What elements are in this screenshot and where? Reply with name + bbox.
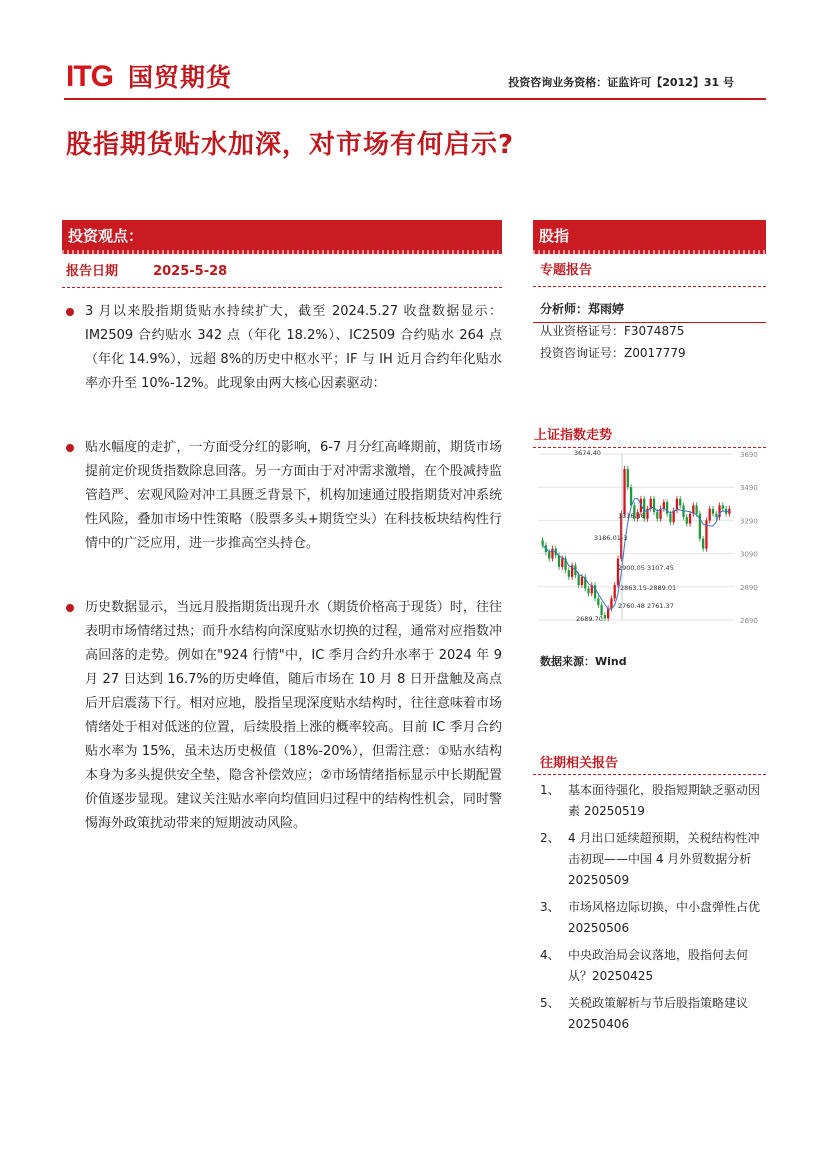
paragraph-text: 历史数据显示，当远月股指期货出现升水（期货价格高于现货）时，往往表明市场情绪过热；而升水结构向深度贴水切换的过程，通常对应指数冲高回落的走势。例如在"924 行情"中，IC 季月合约升水率于 2024 年 9 月 27 日达到 16.7%的历史峰值，随后市场在 10 月 8 日开盘触及高点后开启震荡下行。相对应地，股指呈现深度贴水结构时，往往意味着市场情绪处于相对低迷的位置，后续股指上涨的概率较高。目前 IC 季月合约贴水率为 15%，虽未达历史极值（18%-20%），但需注意：①贴水结构本身为多头提供安全垫，隐含补偿效应；②市场情绪指标显示中长期配置价值逐步显现。建议关注贴水率向均值回归过程中的结构性机会，同时警惕海外政策扰动带来的短期波动风险。 <box>85 600 502 831</box>
banner-category <box>533 220 766 254</box>
related-report-number: 2、 <box>540 831 560 845</box>
related-report-text: 基本面待强化，股指短期缺乏驱动因素 20250519 <box>568 783 761 818</box>
analyst-divider <box>533 322 766 323</box>
chart-candle <box>656 512 658 519</box>
related-report-number: 5、 <box>540 996 560 1010</box>
chart-y-tick-label: 2890 <box>740 583 758 592</box>
chart-candle <box>689 514 691 524</box>
chart-candle <box>578 575 580 585</box>
chart-candle <box>551 549 553 559</box>
related-report-number: 1、 <box>540 783 560 797</box>
report-date-row <box>66 263 227 281</box>
banner-pattern <box>62 250 502 254</box>
chart-candle <box>712 509 714 514</box>
bullet-icon <box>66 604 74 612</box>
related-report-item[interactable] <box>540 945 766 987</box>
header-divider <box>64 98 766 100</box>
chart-candle <box>702 539 704 549</box>
paragraph-text: 贴水幅度的走扩，一方面受分红的影响，6-7 月分红高峰期前，期货市场提前定价现货指数除息回落。另一方面由于对冲需求激增，在个股减持监管趋严、宏观风险对冲工具匮乏背景下，机构加速通过股指期货对冲系统性风险，叠加市场中性策略（股票多头+期货空头）在科技板块结构性行情中的广泛应用，进一步推高空头持仓。 <box>85 440 502 551</box>
chart-annotation: 3186.01-3 <box>594 534 628 542</box>
chart-candle <box>607 608 609 618</box>
chart-annotation: 2689.70 <box>576 615 603 623</box>
chart-y-tick-label: 3290 <box>740 517 758 526</box>
chart-candle <box>695 505 697 513</box>
chart-candle <box>722 505 724 508</box>
chart-candle <box>610 598 612 608</box>
related-report-number: 4、 <box>540 948 560 962</box>
chart-candle <box>623 469 625 514</box>
related-report-text: 市场风格边际切换，中小盘弹性占优 20250506 <box>568 900 761 935</box>
chart-annotation: 2900.05 3107.45 <box>618 564 674 572</box>
qualification-text: 投资咨询业务资格：证监许可【2012】31 号 <box>508 76 734 89</box>
related-report-text: 关税政策解析与节后股指策略建议 20250406 <box>568 996 749 1031</box>
chart-candle <box>715 514 717 517</box>
related-report-text: 中央政治局会议落地，股指何去何从？20250425 <box>568 948 749 983</box>
chart-candle <box>597 598 599 605</box>
brand-logo-itg: ITG <box>66 60 113 93</box>
chart-candle <box>614 585 616 598</box>
related-report-item[interactable] <box>540 897 766 939</box>
banner-category-label: 股指 <box>539 227 570 245</box>
related-report-number: 3、 <box>540 900 560 914</box>
chart-annotation: 2760.48 2761.37 <box>618 602 674 610</box>
related-reports-list <box>540 780 766 1041</box>
analyst-name: 郑雨婷 <box>588 302 625 316</box>
report-title: 股指期货贴水加深，对市场有何启示? <box>66 130 515 160</box>
paragraph-3 <box>66 596 502 836</box>
paragraph-1 <box>66 300 502 396</box>
cert-qualification: 从业资格证号：F3074875 <box>540 324 685 338</box>
chart-candle <box>587 588 589 593</box>
paragraph-text: 3 月以来股指期货贴水持续扩大，截至 2024.5.27 收盘数据显示：IM2509 合约贴水 342 点（年化 18.2%）、IC2509 合约贴水 264 点（年化 14.9%），远超 8%的历史中枢水平；IF 与 IH 近月合约年化贴水率亦升至 10%-12%。此现象由两大核心因素驱动： <box>85 304 502 391</box>
report-date-label: 报告日期 <box>66 264 119 279</box>
chart-annotation: 2863.15-2889.01 <box>620 584 677 592</box>
chart-y-tick-label: 3690 <box>740 451 758 459</box>
bullet-icon <box>66 308 74 316</box>
related-divider <box>533 774 766 775</box>
report-date-value: 2025-5-28 <box>153 264 228 279</box>
type-divider <box>533 286 766 287</box>
chart-candle <box>627 469 629 487</box>
chart-candle <box>709 509 711 521</box>
banner-investment-view <box>62 220 502 254</box>
analyst-label: 分析师： <box>540 302 589 316</box>
related-report-text: 4 月出口延续超预期，关税结构性冲击初现——中国 4 月外贸数据分析 20250509 <box>568 831 760 887</box>
chart-annotation: 3316.46 <box>618 512 645 520</box>
chart-candle <box>630 487 632 505</box>
related-report-item[interactable] <box>540 993 766 1035</box>
banner-pattern <box>533 250 766 254</box>
related-report-item[interactable] <box>540 828 766 891</box>
chart-y-tick-label: 2690 <box>740 617 758 625</box>
chart-title: 上证指数走势 <box>534 428 613 443</box>
chart-candle <box>581 577 583 585</box>
chart-y-tick-label: 3090 <box>740 550 758 559</box>
chart-annotation: 3674.40 <box>574 449 601 457</box>
index-chart <box>534 448 766 628</box>
chart-candle <box>676 499 678 511</box>
bullet-icon <box>66 444 74 452</box>
chart-candle <box>669 514 671 522</box>
chart-candle <box>653 499 655 512</box>
related-reports-title: 往期相关报告 <box>540 756 619 771</box>
chart-candle <box>548 552 550 559</box>
date-divider <box>62 287 502 288</box>
report-type: 专题报告 <box>540 263 593 278</box>
paragraph-2 <box>66 436 502 556</box>
chart-candle <box>541 540 543 545</box>
chart-candle <box>594 585 596 598</box>
analyst-row <box>540 298 686 320</box>
chart-candle <box>679 499 681 506</box>
cert-advisory: 投资咨询证号：Z0017779 <box>540 346 686 360</box>
banner-investment-view-label: 投资观点： <box>68 227 144 245</box>
chart-candle <box>568 570 570 577</box>
chart-candle <box>561 559 563 567</box>
index-chart-svg <box>534 448 766 628</box>
chart-candle <box>600 605 602 615</box>
chart-y-tick-label: 3490 <box>740 484 758 493</box>
data-source: 数据来源：Wind <box>540 655 627 668</box>
analyst-block <box>540 298 686 364</box>
related-report-item[interactable] <box>540 780 766 822</box>
chart-candle <box>686 517 688 524</box>
brand-logo-name: 国贸期货 <box>128 63 233 92</box>
chart-candle <box>604 615 606 618</box>
